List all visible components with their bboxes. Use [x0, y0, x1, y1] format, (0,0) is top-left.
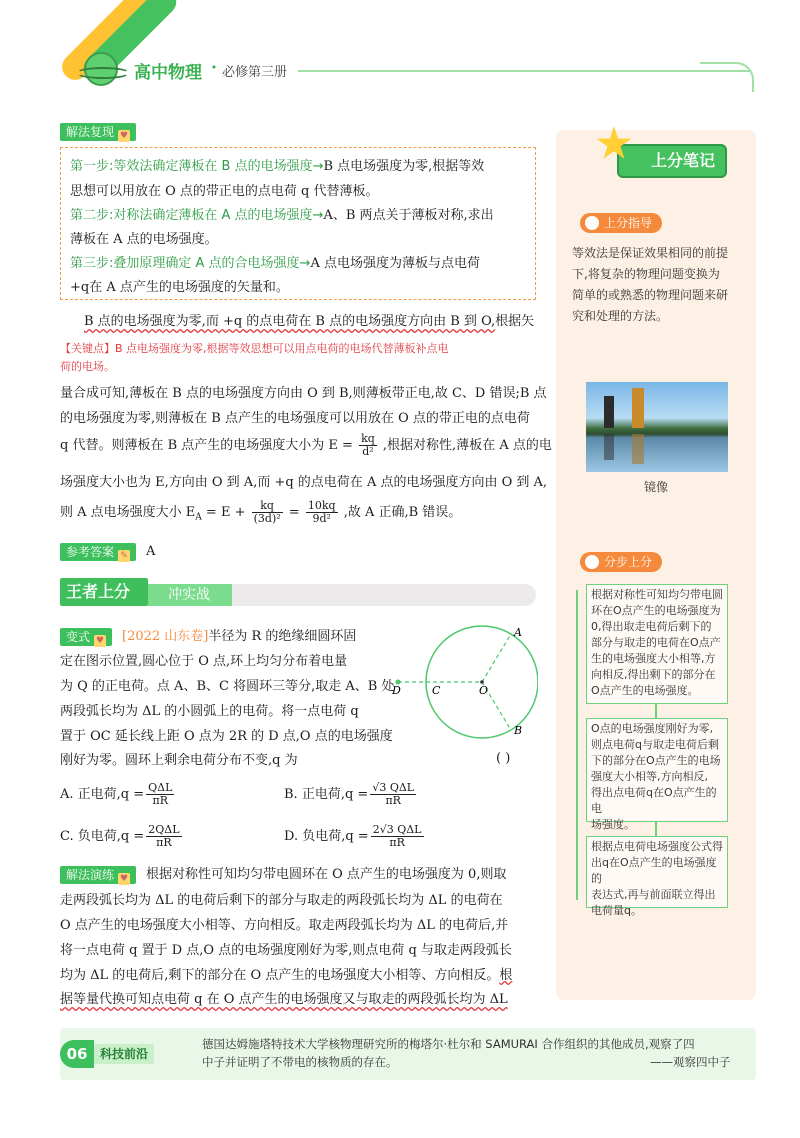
label-b: B: [514, 724, 523, 737]
planet-icon: [84, 52, 118, 86]
step-2-line-1: 第二步:对称法确定薄板在 A 点的电场强度→A、B 两点关于薄板对称,求出: [70, 208, 494, 223]
pencil-icon: ✎: [118, 550, 130, 562]
mirror-photo: [586, 382, 728, 472]
step-3-line-2: +q在 A 点产生的电场强度的矢量和。: [70, 280, 289, 295]
step-1-line-2: 思想可以用放在 O 点的带正电的点电荷 q 代替薄板。: [70, 184, 379, 199]
header-rule: [298, 70, 750, 72]
banner-subtitle: 冲实战: [148, 584, 232, 606]
practice-tag: 解法演练 ♥: [60, 866, 136, 884]
label-a: A: [514, 626, 522, 639]
guide-tag: 上分指导: [580, 213, 662, 233]
guide-line-2: 下,将复杂的物理问题变换为: [572, 267, 720, 281]
problem-line-2: 定在图示位置,圆心位于 O 点,环上均匀分布着电量: [60, 654, 348, 669]
footer-line-2: 中子并证明了不带电的核物质的存在。: [202, 1055, 398, 1069]
practice-line-6: 据等量代换可知点电荷 q 在 O 点产生的电场强度又与取走的两段弧长均为 ΔL: [60, 992, 508, 1007]
heart-icon: ♥: [119, 131, 129, 141]
solution-line-5: 场强度大小也为 E,方向由 O 到 A,而 +q 的点电荷在 A 点的电场强度方向由 O 到 A,: [60, 475, 548, 490]
flow-box-3: 根据点电荷电场强度公式得 出q在O点产生的电场强度的 表达式,再与前面联立得出 电荷量q。: [586, 836, 728, 908]
flow-connector: [576, 590, 578, 900]
pagoda-reflection: [632, 434, 644, 464]
fraction-10kq-9d2: $\frac{10kq}{\text{9d²}}$: [307, 499, 336, 525]
step-2-line-2: 薄板在 A 点的电场强度。: [70, 232, 218, 247]
method-tag: 解法复现 ♥: [60, 123, 136, 141]
solution-line-3: 的电场强度为零,则薄板在 B 点产生的电场强度可以用放在 O 点的带正电的点电荷: [60, 411, 530, 426]
flow-arrow-1: [655, 704, 657, 718]
problem-line-4: 两段弧长均为 ΔL 的小圆弧上的电荷。将一点电荷 q: [60, 704, 359, 719]
answer-value: A: [146, 544, 156, 559]
step-1-line-1: 第一步:等效法确定薄板在 B 点的电场强度→B 点电场强度为零,根据等效: [70, 159, 485, 174]
solution-line-1: B 点的电场强度为零,而 +q 的点电荷在 B 点的电场强度方向由 B 到 O,根据矢: [84, 314, 535, 329]
book-title: 高中物理: [134, 63, 202, 83]
problem-line-1: [2022 山东卷]半径为 R 的绝缘细圆环固: [122, 629, 357, 644]
flow-arrow-2: [655, 822, 657, 836]
photo-caption: 镜像: [644, 480, 669, 494]
practice-line-4: 将一点电荷 q 置于 D 点,O 点的电场强度刚好为零,则点电荷 q 与取走两段弧长: [60, 943, 512, 958]
pagoda-gold: [632, 388, 644, 428]
solution-line-2: 量合成可知,薄板在 B 点的电场强度方向由 O 到 B,则薄板带正电,故 C、D 错误;B 点: [60, 386, 547, 401]
flow-box-2: O点的电场强度刚好为零, 则点电荷q与取走电荷后剩 下的部分在O点产生的电场 强度大小相等,方向相反, 得出点电荷q在O点产生的电 场强度。: [586, 718, 728, 822]
label-c: C: [432, 684, 441, 697]
keypoint-line-1: 【关键点】B 点电场强度为零,根据等效思想可以用点电荷的电场代替薄板补点电: [60, 342, 449, 355]
heart-icon: ♥: [95, 636, 105, 646]
fraction-kq-d2: $\frac{kq}{\text{d²}}$: [361, 432, 375, 458]
guide-line-3: 简单的或熟悉的物理问题来研: [572, 288, 729, 302]
book-subtitle: 必修第三册: [222, 65, 288, 80]
footer-signature: ——观察四中子: [650, 1055, 731, 1069]
keypoint-line-2: 荷的电场。: [60, 360, 115, 373]
option-b[interactable]: B. 正电荷,q = $\frac{\text{√3 QΔL}}{\pi R}$: [284, 781, 415, 807]
notes-title: 上分笔记: [617, 144, 727, 178]
option-c[interactable]: C. 负电荷,q = $\frac{\text{2QΔL}}{\pi R}$: [60, 823, 180, 849]
label-d: D: [392, 684, 401, 697]
fraction-kq-3d2: $\frac{kq}{\text{(3d)²}}$: [253, 499, 281, 525]
page-number: 06: [60, 1040, 94, 1068]
footer-line-1: 德国达姆施塔特技术大学核物理研究所的梅塔尔·杜尔和 SAMURAI 合作组织的其他成员,观察了四: [202, 1037, 695, 1051]
solution-line-6: 则 A 点电场强度大小 $E_A = E$ + $\frac{kq}{\text{(3d)²}}$ = $\frac{10kq}{\text{9d²}}$ ,故 A 正确,B 错误。: [60, 499, 462, 525]
header-rule-cap: [700, 62, 754, 92]
pagoda-left: [604, 396, 614, 428]
practice-line-3: O 点产生的电场强度大小相等、方向相反。取走两段弧长均为 ΔL 的电荷后,并: [60, 918, 509, 933]
flow-box-1: 根据对称性可知均匀带电圆 环在O点产生的电场强度为 0,得出取走电荷后剩下的 部分与取走的电荷在O点产 生的电场强度大小相等,方 向相反,得出剩下的部分在 O点产生的电场强度。: [586, 584, 728, 704]
title-separator: ·: [211, 58, 217, 78]
answer-tag: 参考答案 ✎: [60, 543, 136, 561]
practice-line-1: 根据对称性可知均匀带电圆环在 O 点产生的电场强度为 0,则取: [146, 867, 507, 882]
steps-tag: 分步上分: [580, 552, 662, 572]
problem-line-6: 刚好为零。圆环上剩余电荷分布不变,q 为: [60, 753, 298, 768]
problem-line-3: 为 Q 的正电荷。点 A、B、C 将圆环三等分,取走 A、B 处: [60, 679, 395, 694]
practice-line-5: 均为 ΔL 的电荷后,剩下的部分在 O 点产生的电场强度大小相等、方向相反。根: [60, 968, 513, 983]
step-3-line-1: 第三步:叠加原理确定 A 点的合电场强度→A 点电场强度为薄板与点电荷: [70, 256, 480, 271]
solution-line-4: q 代替。则薄板在 B 点产生的电场强度大小为 E = $\frac{kq}{\text{d²}}$ ,根据对称性,薄板在 A 点的电: [60, 432, 552, 458]
ring-diagram: [388, 618, 538, 746]
label-o: O: [479, 684, 489, 697]
line-oa: [482, 634, 511, 682]
guide-line-4: 究和处理的方法。: [572, 309, 669, 323]
option-a[interactable]: A. 正电荷,q = $\frac{\text{QΔL}}{\pi R}$: [60, 781, 173, 807]
pagoda-left-reflection: [604, 434, 614, 460]
practice-line-2: 走两段弧长均为 ΔL 的电荷后剩下的部分与取走的两段弧长均为 ΔL 的电荷在: [60, 893, 503, 908]
problem-line-5: 置于 OC 延长线上距 O 点为 2R 的 D 点,O 点的电场强度: [60, 729, 393, 744]
guide-line-1: 等效法是保证效果相同的前提: [572, 246, 729, 260]
footer-label: 科技前沿: [94, 1044, 154, 1064]
option-d[interactable]: D. 负电荷,q = $\frac{\text{2√3 QΔL}}{\pi R}$: [284, 823, 422, 849]
heart-icon: ♥: [119, 874, 129, 884]
banner-title: 王者上分: [60, 578, 148, 606]
answer-paren: ( ): [496, 751, 511, 766]
variant-tag: 变式 ♥: [60, 628, 112, 646]
